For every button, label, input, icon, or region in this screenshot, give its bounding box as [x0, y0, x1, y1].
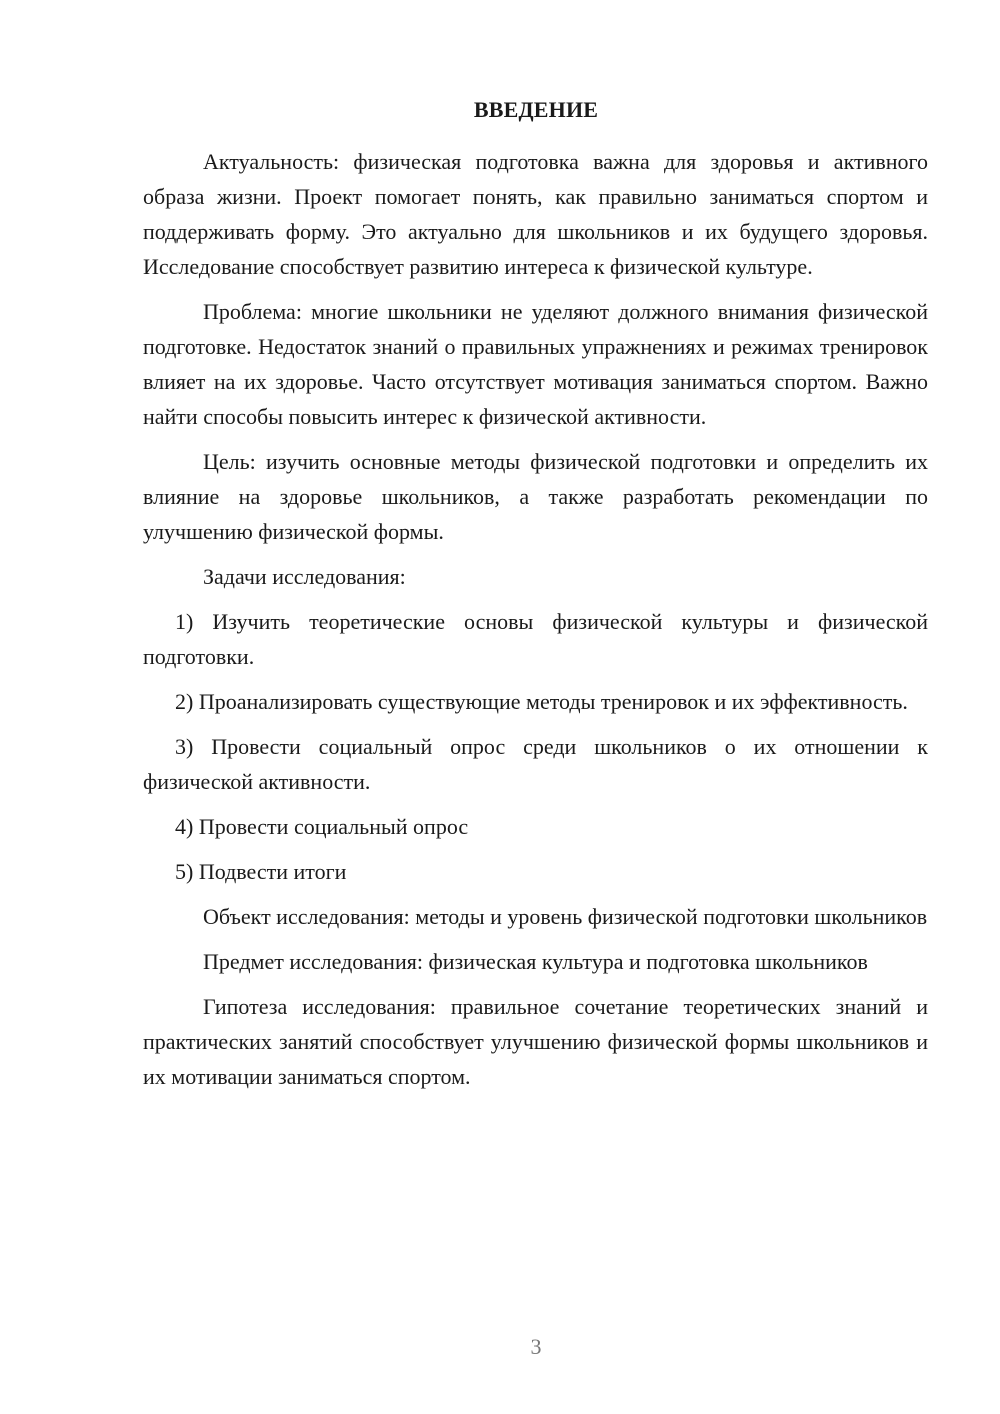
relevance-paragraph: Актуальность: физическая подготовка важна для здоровья и активного образа жизни. Проект помогает понять, как правильно заниматься спортом и поддерживать форму. Это актуально для школьников и их будущего здоровья. Исследование способствует развитию интереса к физической культуре.	[143, 149, 928, 279]
task-item-4: 4) Провести социальный опрос	[175, 814, 469, 839]
problem-paragraph: Проблема: многие школьники не уделяют должного внимания физической подготовке. Недостаток знаний о правильных упражнениях и режимах тренировок влияет на их здоровье. Часто отсутствует мотивация заниматься спортом. Важно найти способы повысить интерес к физической активности.	[143, 299, 928, 429]
hypothesis-paragraph: Гипотеза исследования: правильное сочетание теоретических знаний и практических занятий способствует улучшению физической формы школьников и их мотивации заниматься спортом.	[143, 994, 928, 1089]
section-heading: ВВЕДЕНИЕ	[473, 97, 599, 122]
goal-paragraph: Цель: изучить основные методы физической подготовки и определить их влияние на здоровье школьников, а также разработать рекомендации по улучшению физической формы.	[143, 449, 928, 544]
document-body	[143, 144, 928, 1104]
task-item-5: 5) Подвести итоги	[175, 859, 347, 884]
page-number: 3	[530, 1334, 542, 1359]
tasks-title: Задачи исследования:	[203, 564, 406, 589]
task-item-3: 3) Провести социальный опрос среди школьников о их отношении к физической активности.	[143, 734, 928, 794]
object-paragraph: Объект исследования: методы и уровень физической подготовки школьников	[203, 904, 928, 929]
task-item-1: 1) Изучить теоретические основы физической культуры и физической подготовки.	[143, 609, 928, 669]
task-item-2: 2) Проанализировать существующие методы тренировок и их эффективность.	[175, 689, 908, 714]
subject-paragraph: Предмет исследования: физическая культура и подготовка школьников	[203, 949, 868, 974]
